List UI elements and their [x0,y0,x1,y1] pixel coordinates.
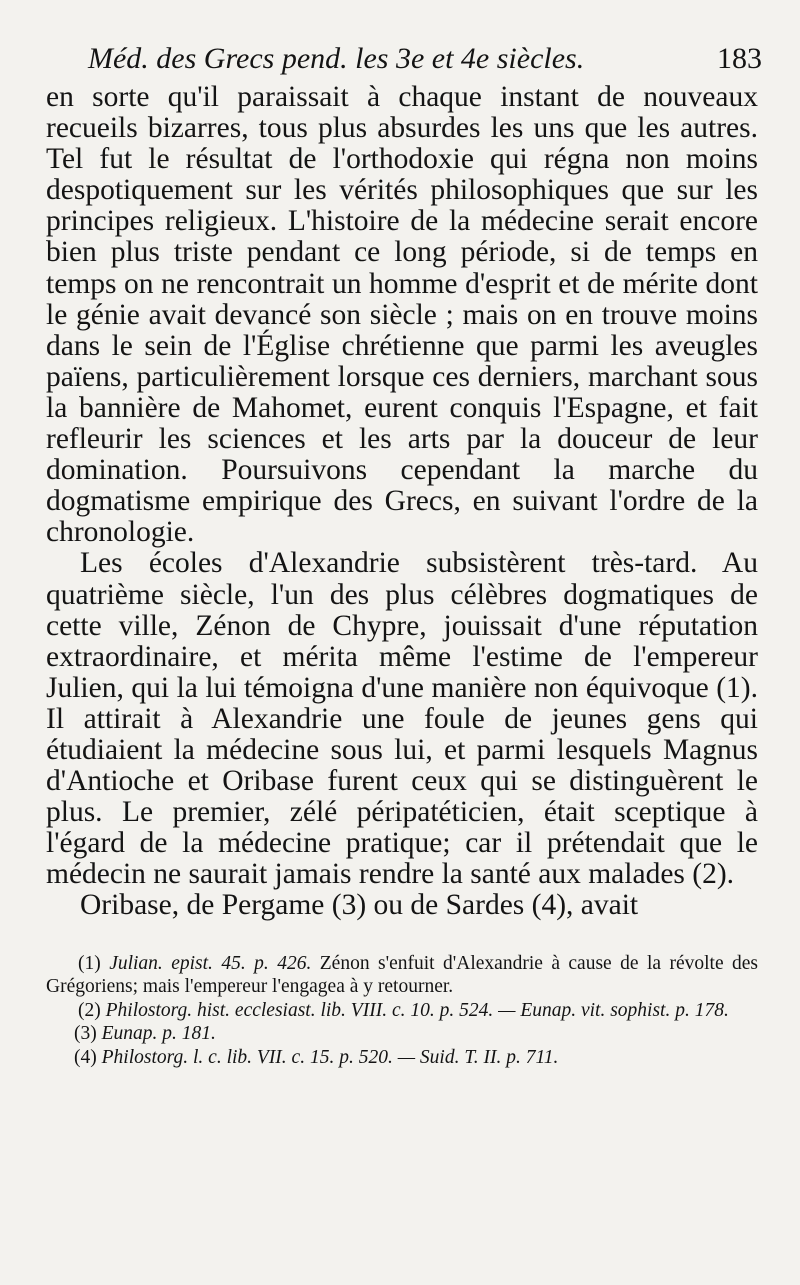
page-number: 183 [717,42,762,75]
footnote-marker: (3) [74,1023,97,1045]
paragraph-alexandria-schools: Les écoles d'Alexandrie subsistèrent très-tard. Au quatrième siècle, l'un des plus célèbres dogmatiques de cette ville, Zénon de Chypre, jouissait d'une réputation extraordinaire, et mérita même l'estime de l'empereur Julien, qui la lui témoigna d'une manière non équivoque (1). Il attirait à Alexandrie une foule de jeunes gens qui étudiaient la médecine sous lui, et parmi lesquels Magnus d'Antioche et Oribase furent ceux qui se distinguèrent le plus. Le premier, zélé péripatéticien, était sceptique à l'égard de la médecine pratique; car il prétendait que le médecin ne saurait jamais rendre la santé aux malades (2). [46,547,758,891]
footnote-4 [46,1046,758,1070]
page-header [46,36,762,82]
footnote-marker: (4) [74,1046,97,1068]
footnote-marker: (1) [78,952,101,974]
footnote-source: Philostorg. l. c. lib. VII. c. 15. p. 520. — Suid. T. II. p. 711. [101,1046,559,1068]
paragraph-continuation: en sorte qu'il paraissait à chaque instant de nouveaux recueils bizarres, tous plus absurdes les uns que les autres. Tel fut le résultat de l'orthodoxie qui régna non moins despotiquement sur les vérités philosophiques que sur les principes religieux. L'histoire de la médecine serait encore bien plus triste pendant ce long période, si de temps en temps on ne rencontrait un homme d'esprit et de mérite dont le génie avait devancé son siècle ; mais on en trouve moins dans le sein de l'Église chrétienne que parmi les aveugles païens, particulièrement lorsque ces derniers, marchant sous la bannière de Mahomet, eurent conquis l'Espagne, et fait refleurir les sciences et les arts par la douceur de leur domination. Poursuivons cependant la marche du dogmatisme empirique des Grecs, en suivant l'ordre de la chronologie. [46,81,758,549]
footnote-1 [46,952,758,999]
footnote-2 [46,999,758,1023]
footnote-marker: (2) [78,999,101,1021]
paragraph-oribase: Oribase, de Pergame (3) ou de Sardes (4), avait [80,889,639,922]
footnote-source: Eunap. p. 181. [101,1023,216,1045]
book-page [46,36,762,1069]
body-text [46,82,758,922]
running-title: Méd. des Grecs pend. les 3e et 4e siècles. [88,42,585,75]
footnote-text: Zénon s'enfuit d'Alexandrie à cause de la révolte des Grégoriens; mais l'empereur l'engagea à y retourner. [46,952,759,998]
footnote-source: Julian. epist. 45. p. 426. [109,952,312,974]
footnote-3 [46,1022,758,1046]
footnote-source: Philostorg. hist. ecclesiast. lib. VIII. c. 10. p. 524. — Eunap. vit. sophist. p. 178. [105,999,729,1021]
footnotes [46,952,758,1070]
